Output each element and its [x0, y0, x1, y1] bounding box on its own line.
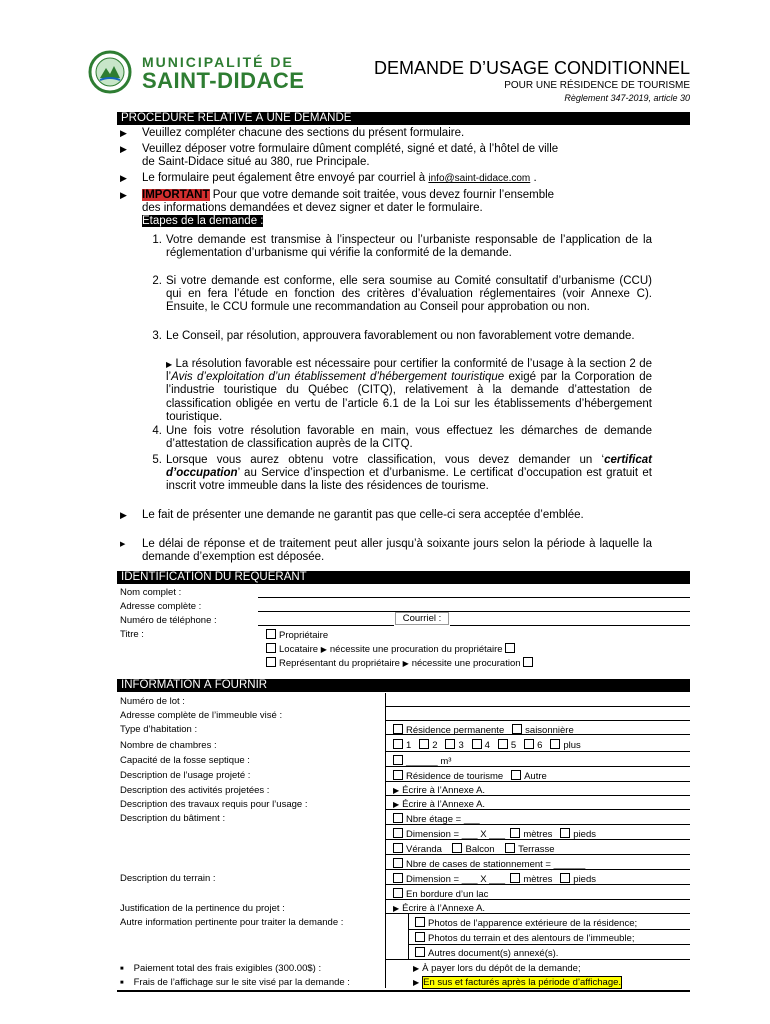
note-text: Écrire à l’Annexe A. [402, 903, 486, 914]
option-label: Photos du terrain et des alentours de l’immeuble; [428, 933, 635, 944]
fosse-value: ______ m³ [406, 756, 452, 767]
important-label: IMPORTANT [142, 189, 210, 201]
checkbox[interactable] [393, 828, 403, 838]
checkbox[interactable] [393, 755, 403, 765]
checkbox[interactable] [472, 739, 482, 749]
checkbox[interactable] [393, 858, 403, 868]
lot-field[interactable] [386, 706, 690, 707]
step-number: 4. [152, 425, 162, 437]
procedure-item-text: Pour que votre demande soit traitée, vous devez fournir l’ensemble [212, 189, 555, 201]
paiement-note [413, 963, 581, 974]
checkbox[interactable] [393, 724, 403, 734]
option-label: mètres [523, 874, 553, 885]
procedure-item-line: Veuillez déposer votre formulaire dûment complété, signé et daté, à l’hôtel de ville [142, 143, 559, 155]
logo-text-bottom: SAINT-DIDACE [142, 68, 305, 93]
option-label: Balcon [465, 844, 495, 855]
logo-text-top: MUNICIPALITÉ DE [142, 54, 294, 70]
nom-field[interactable] [258, 597, 690, 598]
option-note: nécessite une procuration du propriétaire [329, 644, 503, 655]
courriel-field[interactable] [450, 625, 690, 626]
label-type-habitation: Type d’habitation : [120, 724, 198, 735]
step-number: 5. [152, 454, 162, 466]
procedure-item [142, 172, 652, 185]
step-note-italic: Avis d’exploitation d’un établissement d’hébergement touristique [171, 371, 505, 384]
autre-option-3[interactable] [415, 947, 558, 959]
square-bullet-icon: ■ [120, 980, 124, 986]
row-divider [409, 944, 690, 945]
checkbox[interactable] [393, 873, 403, 883]
option-label: Résidence de tourisme [406, 771, 504, 782]
document-subtitle: POUR UNE RÉSIDENCE DE TOURISME [504, 80, 690, 91]
row-divider [386, 913, 690, 914]
label-travaux: Description des travaux requis pour l’usage : [120, 799, 308, 810]
label-nom: Nom complet : [120, 587, 182, 598]
note-text: À payer lors du dépôt de la demande; [422, 963, 581, 974]
checkbox[interactable] [415, 947, 425, 957]
row-divider [386, 734, 690, 735]
affichage-note [413, 977, 622, 988]
option-label: pieds [573, 829, 596, 840]
arrow-icon: ▶ [393, 800, 400, 809]
bullet-icon: ▶ [120, 190, 127, 200]
section-heading-info: INFORMATION À FOURNIR [117, 679, 690, 692]
checkbox[interactable] [393, 739, 403, 749]
row-divider [409, 929, 690, 930]
checkbox[interactable] [550, 739, 560, 749]
paiement-row [120, 963, 321, 974]
procedure-item-text: . [533, 172, 537, 184]
adresse-immeuble-field[interactable] [386, 720, 690, 721]
option-label: Résidence permanente [406, 725, 505, 736]
label-autre-info: Autre information pertinente pour traiter la demande : [120, 917, 344, 928]
step-text: Une fois votre résolution favorable en main, vous effectuez les démarches de demande d’attestation de classification auprès de la CITQ. [166, 425, 652, 451]
step-number: 2. [152, 275, 162, 287]
label-batiment: Description du bâtiment : [120, 813, 226, 824]
row-divider [386, 839, 690, 840]
label-usage: Description de l’usage projeté : [120, 770, 251, 781]
row-divider [386, 824, 690, 825]
note-text: Écrire à l’Annexe A. [402, 785, 486, 796]
step-note [166, 358, 652, 424]
autre-option-1[interactable] [415, 917, 637, 929]
label-paiement: Paiement total des frais exigibles (300.00$) : [133, 963, 322, 974]
section-bottom-border [117, 990, 690, 992]
checkbox[interactable] [266, 657, 276, 667]
procedure-item-line: de Saint-Didace situé au 380, rue Principale. [142, 156, 370, 168]
option-label: Nbre de cases de stationnement = ______ [406, 859, 586, 870]
label-affichage: Frais de l’affichage sur le site visé par la demande : [133, 977, 350, 988]
checkbox[interactable] [523, 657, 533, 667]
row-divider [386, 959, 690, 960]
checkbox[interactable] [393, 888, 403, 898]
arrow-icon: ▶ [393, 904, 400, 913]
square-bullet-icon: ■ [120, 966, 124, 972]
step-note-text: La résolution favorable est nécessaire pour certifier la conformité de l’usage à la section 2 de l’ [166, 358, 653, 384]
procedure-item-text: Le formulaire peut également être envoyé par courriel à [142, 172, 426, 184]
option-label: plus [563, 740, 581, 751]
checkbox[interactable] [393, 843, 403, 853]
step-text: Si votre demande est conforme, elle sera soumise au Comité consultatif d’urbanisme (CCU) qui en fera l’étude en fonction des critères d’évaluation réglementaires (voir Annexe C). Ensuite, le CCU formule une recommandation au Conseil pour approbation ou non. [166, 275, 652, 314]
checkbox[interactable] [445, 739, 455, 749]
step-text-bold: certificat d’occupation [166, 454, 652, 480]
option-label: Photos de l’apparence extérieure de la résidence; [428, 918, 638, 929]
checkbox[interactable] [415, 917, 425, 927]
label-terrain: Description du terrain : [120, 873, 216, 884]
step-text-part: ’ au Service d’inspection et d’urbanisme. Le certificat d’occupation est gratuit et inscrit votre immeuble dans la liste des résidences de tourisme. [166, 467, 652, 493]
arrow-icon: ▶ [413, 978, 420, 987]
row-divider [386, 854, 690, 855]
option-label: Autres document(s) annexé(s). [428, 948, 559, 959]
label-fosse: Capacité de la fosse septique : [120, 755, 250, 766]
chambres-options [393, 739, 581, 751]
option-proprietaire[interactable] [266, 629, 328, 641]
label-telephone: Numéro de téléphone : [120, 615, 217, 626]
checkbox[interactable] [419, 739, 429, 749]
option-label: Autre [524, 771, 547, 782]
label-lot: Numéro de lot : [120, 696, 185, 707]
arrow-icon: ▶ [413, 964, 420, 973]
option-note: nécessite une procuration [411, 658, 521, 669]
adresse-field[interactable] [258, 611, 690, 612]
row-divider [386, 766, 690, 767]
steps-heading: Étapes de la demande : [142, 215, 264, 227]
arrow-icon: ▶ [166, 360, 173, 369]
label-adresse: Adresse complète : [120, 601, 202, 612]
option-label: pieds [573, 874, 596, 885]
regulation-reference: Règlement 347-2019, article 30 [564, 93, 690, 103]
procedure-item [142, 143, 652, 169]
option-label: Véranda [406, 844, 442, 855]
municipality-logo [88, 50, 303, 94]
bullet-icon: ▶ [120, 541, 126, 548]
option-label: 5 [510, 740, 517, 751]
row-divider [386, 884, 690, 885]
option-label: Représentant du propriétaire [279, 658, 400, 669]
checkbox[interactable] [560, 873, 570, 883]
column-divider [408, 914, 409, 960]
row-divider [386, 751, 690, 752]
step-number: 3. [152, 330, 162, 342]
option-locataire[interactable] [266, 643, 518, 655]
row-divider [386, 899, 690, 900]
option-label: Locataire [279, 644, 319, 655]
label-justification: Justification de la pertinence du projet : [120, 903, 285, 914]
checkbox[interactable] [452, 843, 462, 853]
seal-icon [88, 50, 132, 94]
row-divider [386, 869, 690, 870]
option-label: mètres [523, 829, 553, 840]
procedure-item-line: des informations demandées et devez signer et dater le formulaire. [142, 202, 483, 214]
step-note-text: exigé par la Corporation de l’industrie touristique du Québec (CITQ), relativement à la demande d’attestation de classification obligée en vertu de l’article 6.1 de la Loi sur les établissements d’hébergement touristique. [166, 371, 652, 423]
label-adresse-immeuble: Adresse complète de l’immeuble visé : [120, 710, 283, 721]
checkbox[interactable] [266, 629, 276, 639]
procedure-item: Le fait de présenter une demande ne garantit pas que celle-ci sera acceptée d’emblée. [142, 509, 584, 521]
option-label: En bordure d’un lac [406, 889, 489, 900]
bullet-icon: ▶ [120, 128, 127, 138]
checkbox[interactable] [510, 873, 520, 883]
checkbox[interactable] [498, 739, 508, 749]
option-label: Dimension = ___ X ___ [406, 829, 506, 840]
step-text [166, 454, 652, 494]
telephone-field[interactable] [258, 625, 394, 626]
document-title: DEMANDE D’USAGE CONDITIONNEL [373, 58, 690, 78]
section-heading-procedure: PROCÉDURE RELATIVE À UNE DEMANDE [117, 112, 690, 125]
bullet-icon: ▶ [120, 144, 127, 154]
option-label: 3 [458, 740, 464, 751]
note-text-highlighted: En sus et facturés après la période d’affichage. [423, 977, 622, 988]
arrow-icon: ▶ [320, 645, 327, 654]
row-divider [386, 781, 690, 782]
arrow-icon: ▶ [402, 659, 409, 668]
bullet-icon: ▶ [120, 510, 127, 520]
note-text: Écrire à l’Annexe A. [402, 799, 486, 810]
option-label: 6 [537, 740, 543, 751]
option-label: Nbre étage = ___ [406, 814, 480, 825]
option-label: Dimension = ___ X ___ [406, 874, 506, 885]
arrow-icon: ▶ [393, 786, 400, 795]
checkbox[interactable] [415, 932, 425, 942]
label-chambres: Nombre de chambres : [120, 740, 217, 751]
email-link[interactable]: info@saint-didace.com [428, 173, 531, 184]
step-text: Le Conseil, par résolution, approuvera favorablement ou non favorablement votre demande. [166, 330, 635, 342]
option-label: Propriétaire [279, 630, 329, 641]
checkbox[interactable] [510, 828, 520, 838]
row-divider [386, 809, 690, 810]
option-representant[interactable] [266, 657, 536, 669]
procedure-item [142, 189, 652, 228]
checkbox[interactable] [511, 770, 521, 780]
option-label: 4 [484, 740, 490, 751]
row-divider [386, 795, 690, 796]
checkbox[interactable] [560, 828, 570, 838]
bullet-icon: ▶ [120, 173, 127, 183]
column-divider [385, 693, 386, 988]
option-label: Terrasse [518, 844, 555, 855]
checkbox[interactable] [512, 724, 522, 734]
checkbox[interactable] [393, 813, 403, 823]
affichage-row [120, 977, 350, 988]
checkbox[interactable] [505, 843, 515, 853]
option-label: 2 [432, 740, 438, 751]
autre-option-2[interactable] [415, 932, 634, 944]
checkbox[interactable] [524, 739, 534, 749]
label-courriel: Courriel : [395, 612, 449, 625]
label-titre: Titre : [120, 629, 144, 640]
procedure-item: Le délai de réponse et de traitement peut aller jusqu’à soixante jours selon la période à laquelle la demande d’exemption est déposée. [142, 538, 652, 563]
procedure-item: Veuillez compléter chacune des sections du présent formulaire. [142, 127, 465, 139]
label-activites: Description des activités projetées : [120, 785, 270, 796]
checkbox[interactable] [266, 643, 276, 653]
checkbox[interactable] [393, 770, 403, 780]
section-heading-requerant: IDENTIFICATION DU REQUÉRANT [117, 571, 690, 584]
step-text-part: Lorsque vous aurez obtenu votre classification, vous devez demander un ‘ [166, 454, 605, 466]
step-number: 1. [152, 234, 162, 246]
option-label: saisonnière [525, 725, 574, 736]
option-label: 1 [406, 740, 412, 751]
checkbox[interactable] [505, 643, 515, 653]
step-text: Votre demande est transmise à l’inspecteur ou l’urbaniste responsable de l’application de la réglementation d’urbanisme qui vérifie la conformité de la demande. [166, 234, 652, 260]
